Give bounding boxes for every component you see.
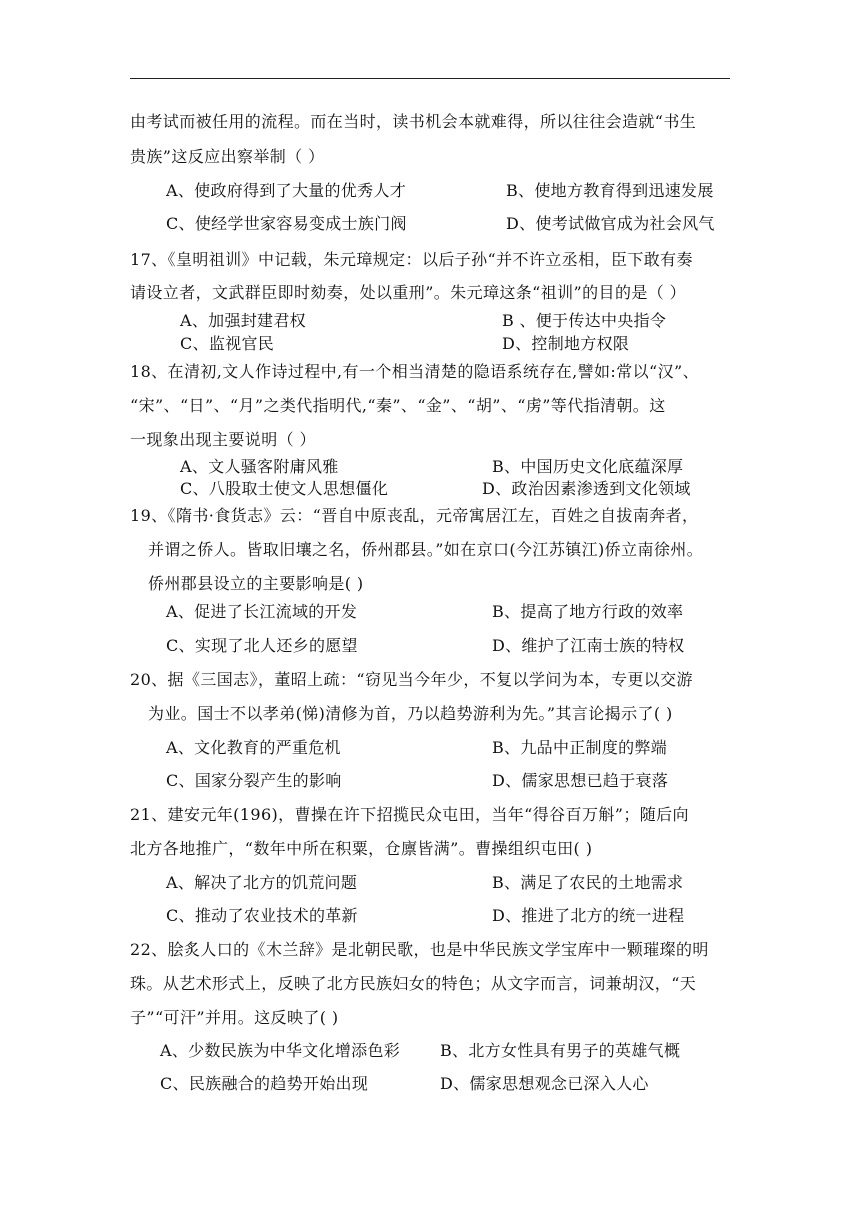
q19-stem-line2: 并谓之侨人。皆取旧壤之名，侨州郡县。”如在京口(今江苏镇江)侨立南徐州。 <box>148 540 704 559</box>
q18-option-c: C、八股取士使文人思想僵化 <box>180 479 389 498</box>
q22-stem-line3: 子”“可汗”并用。这反映了( ) <box>130 1008 339 1027</box>
q18-stem-line1: 18、在清初,文人作诗过程中,有一个相当清楚的隐语系统存在,譬如:常以“汉”、 <box>130 362 699 381</box>
q18-option-b: B、中国历史文化底蕴深厚 <box>492 457 684 476</box>
q17-stem-line1: 17、《皇明祖训》中记载，朱元璋规定：以后子孙“并不许立丞相，臣下敢有奏 <box>130 250 693 269</box>
q21-option-c: C、推动了农业技术的革新 <box>166 906 358 925</box>
q20-option-d: D、儒家思想已趋于衰落 <box>492 771 669 790</box>
q18-option-d: D、政治因素渗透到文化领域 <box>482 479 691 498</box>
q19-stem-line3: 侨州郡县设立的主要影响是( ) <box>148 574 364 593</box>
q21-stem-line2: 北方各地推广，“数年中所在积粟，仓廪皆满”。曹操组织屯田( ) <box>130 839 593 858</box>
q21-stem-line1: 21、建安元年(196)，曹操在许下招揽民众屯田，当年“得谷百万斛”；随后向 <box>130 805 689 824</box>
q22-stem-line2: 珠。从艺术形式上，反映了北方民族妇女的特色；从文字而言，词兼胡汉，“天 <box>130 974 697 993</box>
q20-option-c: C、国家分裂产生的影响 <box>166 771 342 790</box>
q17-option-b: B 、便于传达中央指令 <box>502 311 667 330</box>
q16-stem-line2: 贵族”这反应出察举制（ ） <box>130 147 325 166</box>
q21-option-a: A、解决了北方的饥荒问题 <box>166 873 358 892</box>
q19-option-d: D、维护了江南士族的特权 <box>492 636 685 655</box>
q17-stem-line2: 请设立者，文武群臣即时劾奏，处以重刑”。朱元璋这条“祖训”的目的是（ ） <box>130 283 687 302</box>
q17-option-a: A、加强封建君权 <box>180 311 306 330</box>
q21-option-b: B、满足了农民的土地需求 <box>492 873 684 892</box>
q17-option-c: C、监视官民 <box>180 334 275 353</box>
q18-stem-line2: “宋”、“日”、“月”之类代指明代,“秦”、“金”、“胡”、“虏”等代指清朝。这 <box>130 396 666 415</box>
q17-option-d: D、控制地方权限 <box>502 334 630 353</box>
q20-stem-line2: 为业。国士不以孝弟(悌)清修为首，乃以趋势游利为先。”其言论揭示了( ) <box>148 704 673 723</box>
q19-option-c: C、实现了北人还乡的愿望 <box>166 636 358 655</box>
q22-option-a: A、少数民族为中华文化增添色彩 <box>160 1041 401 1060</box>
q16-option-d: D、使考试做官成为社会风气 <box>506 214 715 233</box>
q18-option-a: A、文人骚客附庸风雅 <box>180 457 339 476</box>
q19-stem-line1: 19、《隋书·食货志》云：“晋自中原丧乱，元帝寓居江左，百姓之自拔南奔者， <box>130 506 699 525</box>
q16-option-c: C、使经学世家容易变成士族门阀 <box>166 214 407 233</box>
q22-option-b: B、北方女性具有男子的英雄气概 <box>440 1041 681 1060</box>
header-rule <box>130 78 730 79</box>
q22-option-d: D、儒家思想观念已深入人心 <box>440 1074 649 1093</box>
q18-stem-line3: 一现象出现主要说明（ ） <box>130 430 316 449</box>
q20-option-b: B、九品中正制度的弊端 <box>492 738 668 757</box>
q20-option-a: A、文化教育的严重危机 <box>166 738 341 757</box>
q16-stem-line1: 由考试而被任用的流程。而在当时，读书机会本就难得，所以往往会造就“书生 <box>130 112 697 131</box>
q16-option-b: B、使地方教育得到迅速发展 <box>506 181 714 200</box>
q20-stem-line1: 20、据《三国志》，董昭上疏：“窃见当今年少，不复以学问为本，专更以交游 <box>130 670 693 689</box>
q22-stem-line1: 22、脍炙人口的《木兰辞》是北朝民歌，也是中华民族文学宝库中一颗璀璨的明 <box>130 940 709 959</box>
q22-option-c: C、民族融合的趋势开始出现 <box>160 1074 369 1093</box>
q19-option-a: A、促进了长江流域的开发 <box>166 602 358 621</box>
q16-option-a: A、使政府得到了大量的优秀人才 <box>166 181 407 200</box>
q21-option-d: D、推进了北方的统一进程 <box>492 906 685 925</box>
q19-option-b: B、提高了地方行政的效率 <box>492 602 684 621</box>
